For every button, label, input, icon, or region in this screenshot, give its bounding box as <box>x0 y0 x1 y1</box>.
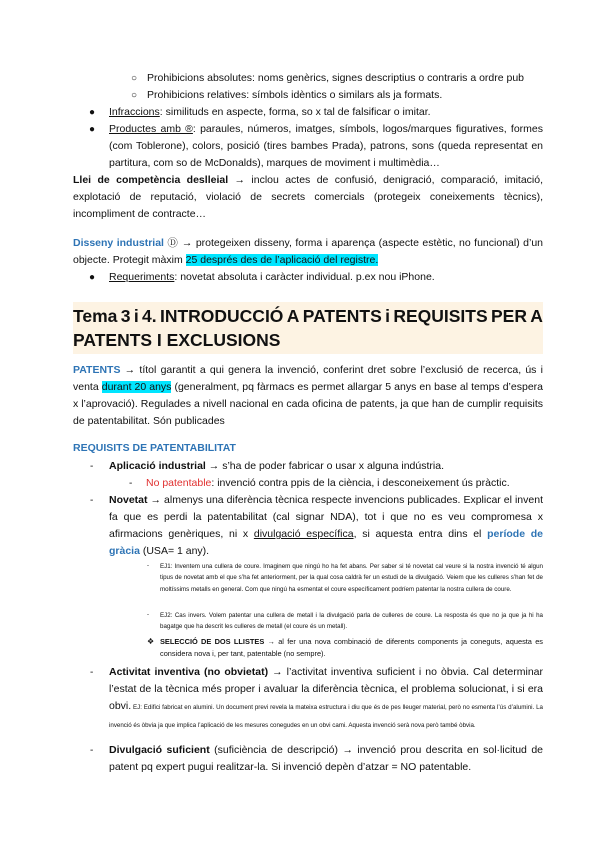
heading-line-1: Tema 3 i 4. INTRODUCCIÓ A PATENTS i REQUISITS PER A <box>73 306 543 326</box>
diamond-bullet-icon: ❖ <box>147 637 155 646</box>
dash-bullet: - <box>90 495 94 506</box>
dash-bullet: - <box>90 461 94 472</box>
dash-bullet: - <box>90 667 94 678</box>
bullet-requeriments: Requeriments: novetat absoluta i caràcter individual. p.ex nou iPhone. <box>109 271 435 283</box>
hollow-bullet-icon: ○ <box>131 73 138 84</box>
item-aplicacio-industrial: Aplicació industrial → s’ha de poder fabricar o usar x alguna indústria. <box>109 460 444 472</box>
item-divulgacio-suficient: Divulgació suficient (suficiència de descripció) → invenció prou descrita en sol·licitud de patent pq expert pugui realitzar-la. Si invenció depèn d’atzar = NO patentable. <box>109 744 543 773</box>
example-2: EJ2: Cas invers. Volem patentar una cullera de metall i la divulgació parla de culleres de coure. La resposta és que no ja que ja hi ha bagatge que ha descrit les culleres de metall (el coure és un metall). <box>160 612 543 631</box>
bullet-icon: ● <box>89 107 96 118</box>
paragraph-disseny-industrial: Disseny industrial Ⓓ → protegeixen disseny, forma i aparença (aspecte estètic, no funcional) d’un objecte. Protegit màxim 25 després des de l’aplicació del registre. <box>73 237 544 266</box>
sub-bullet-absolute: Prohibicions absolutes: noms genèrics, signes descriptius o contraris a ordre pub <box>147 72 525 84</box>
bullet-productes: Productes amb ®: paraules, números, imatges, símbols, logos/marques figuratives, formes (com Toblerone), colors, posició (tires bambes Prada), patrons, sons (queda representat en partitura, com so de McDonalds), marques de moviment i multimèdia… <box>109 123 543 169</box>
item-activitat-inventiva: Activitat inventiva (no obvietat) → l’activitat inventiva suficient i no òbvia. Cal determinar l’estat de la tècnica més proper i avaluar la diferència tècnica, el problema solucionat, i si era obvi. EJ: Edifici fabricat en alumini. Un document previ revela la mateixa estructura i diu que és de pes lleuger material, però no esmenta l’ús d’alumini. La invenció és òbvia ja que implica l’aplicació de les mesures conegudes en un obvi cami. Aquesta invenció serà nova però també òbvia. <box>109 666 543 729</box>
item-seleccio-dos-llistes: SELECCIÓ DE DOS LLISTES → al fer una nova combinació de diferents components ja coneguts, aquesta es considera nova i, per tant, patentable (no sempre). <box>160 637 543 658</box>
heading-line-2: PATENTS I EXCLUSIONS <box>73 330 281 350</box>
requisits-heading: REQUISITS DE PATENTABILITAT <box>73 442 236 454</box>
small-dash-bullet: - <box>147 612 149 618</box>
bullet-icon: ● <box>89 272 96 283</box>
small-dash-bullet: - <box>147 563 149 569</box>
item-no-patentable: No patentable: invenció contra ppis de la ciència, i desconeixement ús pràctic. <box>146 477 510 489</box>
section-heading <box>73 304 543 352</box>
bullet-icon: ● <box>89 124 96 135</box>
paragraph-patents: PATENTS → títol garantit a qui genera la invenció, conferint dret sobre l’exclusió de recerca, ús i venta durant 20 anys (generalment, pq fàrmacs es permet allargar 5 anys en base al temps d’espera x l’aprovació). Regulades a nivell nacional en cada oficina de patents, ja que han de cumplir requisits de patentabilitat. Són publicades <box>73 364 543 427</box>
paragraph-llei-competencia: Llei de competència deslleial → inclou actes de confusió, denigració, comparació, imitació, explotació de reputació, violació de secrets comercials (protegeix coneixements tècnics), incompliment de contracte… <box>73 174 543 220</box>
example-1: EJ1: Inventem una cullera de coure. Imaginem que ningú ho ha fet abans. Per saber si té novetat cal veure si la nostra invenció té algun tipus de novetat amb el que s’ha fet anteriorment, per la qual cosa caldrà fer un estudi de la divulgació. Veiem que les culleres s’han fet de moltíssims metalls en general. Com que ningú ha esmentat el coure específicament podríem patentar la nostra cullera de coure. <box>160 563 543 593</box>
bullet-infraccions: Infraccions: similituds en aspecte, forma, so x tal de falsificar o imitar. <box>109 106 431 118</box>
item-novetat: Novetat → almenys una diferència tècnica respecte invencions publicades. Explicar el invent fa que es perdi la patentabilitat (cal signar NDA), tot i que no es veu compromesa x afirmacions genèriques, ni x divulgació específica, si aquesta entra dins el període de gràcia (USA= 1 any). <box>109 494 544 557</box>
sub-bullet-relative: Prohibicions relatives: símbols idèntics o similars als ja formats. <box>147 89 443 101</box>
dash-bullet: - <box>129 478 133 489</box>
hollow-bullet-icon: ○ <box>131 90 138 101</box>
dash-bullet: - <box>90 745 94 756</box>
